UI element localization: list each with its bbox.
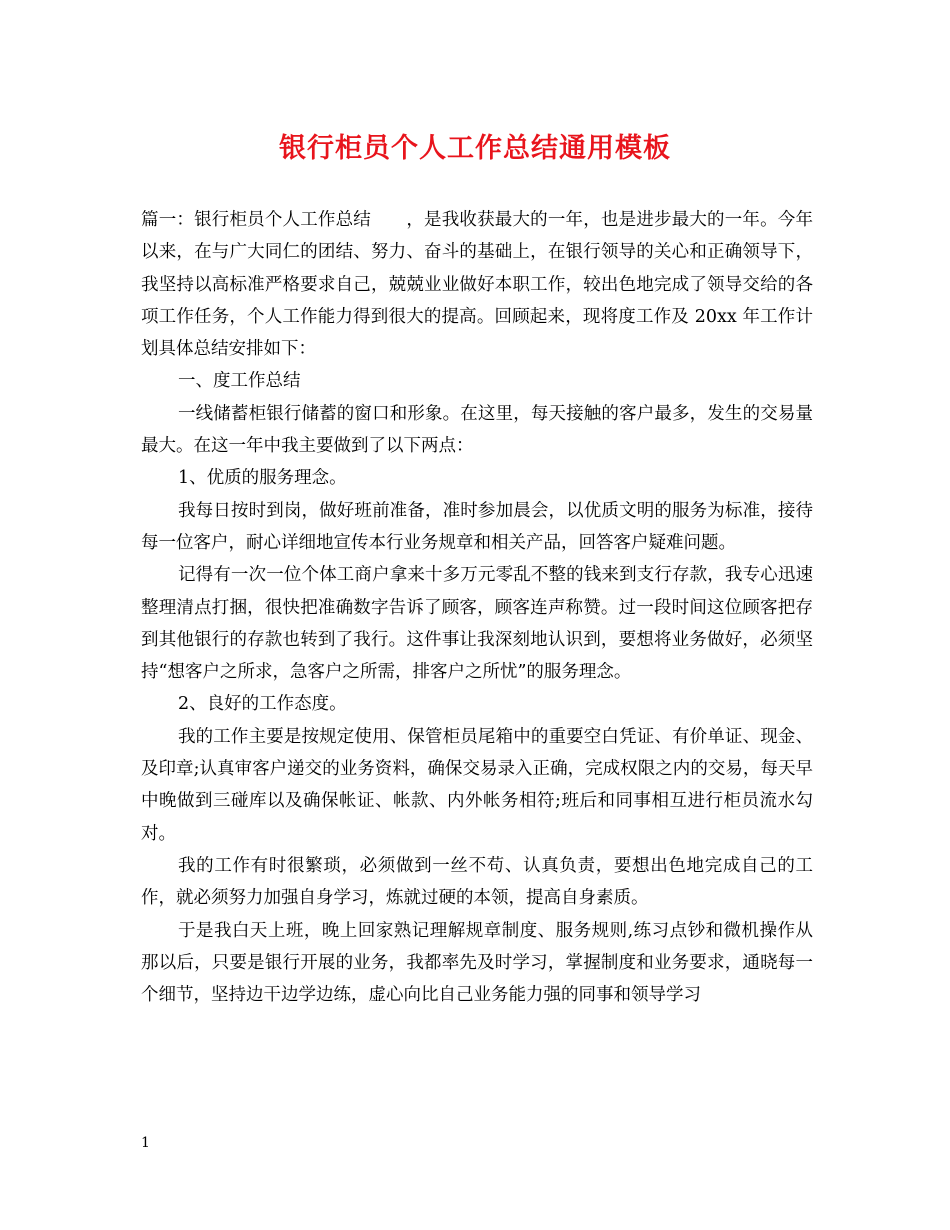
page-number: 1 — [141, 1135, 150, 1151]
paragraph-service: 我每日按时到岗，做好班前准备，准时参加晨会，以优质文明的服务为标准，接待每一位客户，耐心详细地宣传本行业务规章和相关产品，回答客户疑难问题。 — [141, 500, 813, 553]
paragraph-customer-story: 记得有一次一位个体工商户拿来十多万元零乱不整的钱来到支行存款，我专心迅速整理清点打捆，很快把准确数字告诉了顾客，顾客连声称赞。过一段时间这位顾客把存到其他银行的存款也转到了我行。这件事让我深刻地认识到，要想将业务做好，必须坚持“想客户之所求，急客户之所需，排客户之所忧”的服务理念。 — [141, 565, 813, 683]
paragraph-counter-window: 一线储蓄柜银行储蓄的窗口和形象。在这里，每天接触的客户最多，发生的交易量最大。在这一年中我主要做到了以下两点： — [141, 403, 813, 457]
paragraph-intro: 篇一：银行柜员个人工作总结 ，是我收获最大的一年，也是进步最大的一年。今年以来，在与广大同仁的团结、努力、奋斗的基础上，在银行领导的关心和正确领导下，我坚持以高标准严格要求自己，兢兢业业做好本职工作，较出色地完成了领导交给的各项工作任务，个人工作能力得到很大的提高。回顾起来，现将度工作及 20xx 年工作计划具体总结安排如下： — [141, 210, 813, 360]
section-heading-work-attitude: 2、良好的工作态度。 — [178, 694, 347, 715]
document-body — [141, 204, 813, 1011]
document-title: 银行柜员个人工作总结通用模板 — [279, 133, 671, 164]
paragraph-duties: 我的工作主要是按规定使用、保管柜员尾箱中的重要空白凭证、有价单证、现金、及印章;认真审客户递交的业务资料，确保交易录入正确，完成权限之内的交易，每天早中晚做到三碰库以及确保帐证、帐款、内外帐务相符;班后和同事相互进行柜员流水勾对。 — [141, 726, 813, 844]
paragraph-study: 于是我白天上班，晚上回家熟记理解规章制度、服务规则,练习点钞和微机操作从那以后，只要是银行开展的业务，我都率先及时学习，掌握制度和业务要求，通晓每一个细节，坚持边干边学边练，虚心向比自己业务能力强的同事和领导学习 — [141, 920, 813, 1006]
section-heading-service-concept: 1、优质的服务理念。 — [178, 468, 347, 489]
section-heading-annual-summary: 一、度工作总结 — [178, 371, 301, 392]
paragraph-attitude: 我的工作有时很繁琐，必须做到一丝不苟、认真负责，要想出色地完成自己的工作，就必须努力加强自身学习，炼就过硬的本领，提高自身素质。 — [141, 855, 813, 909]
